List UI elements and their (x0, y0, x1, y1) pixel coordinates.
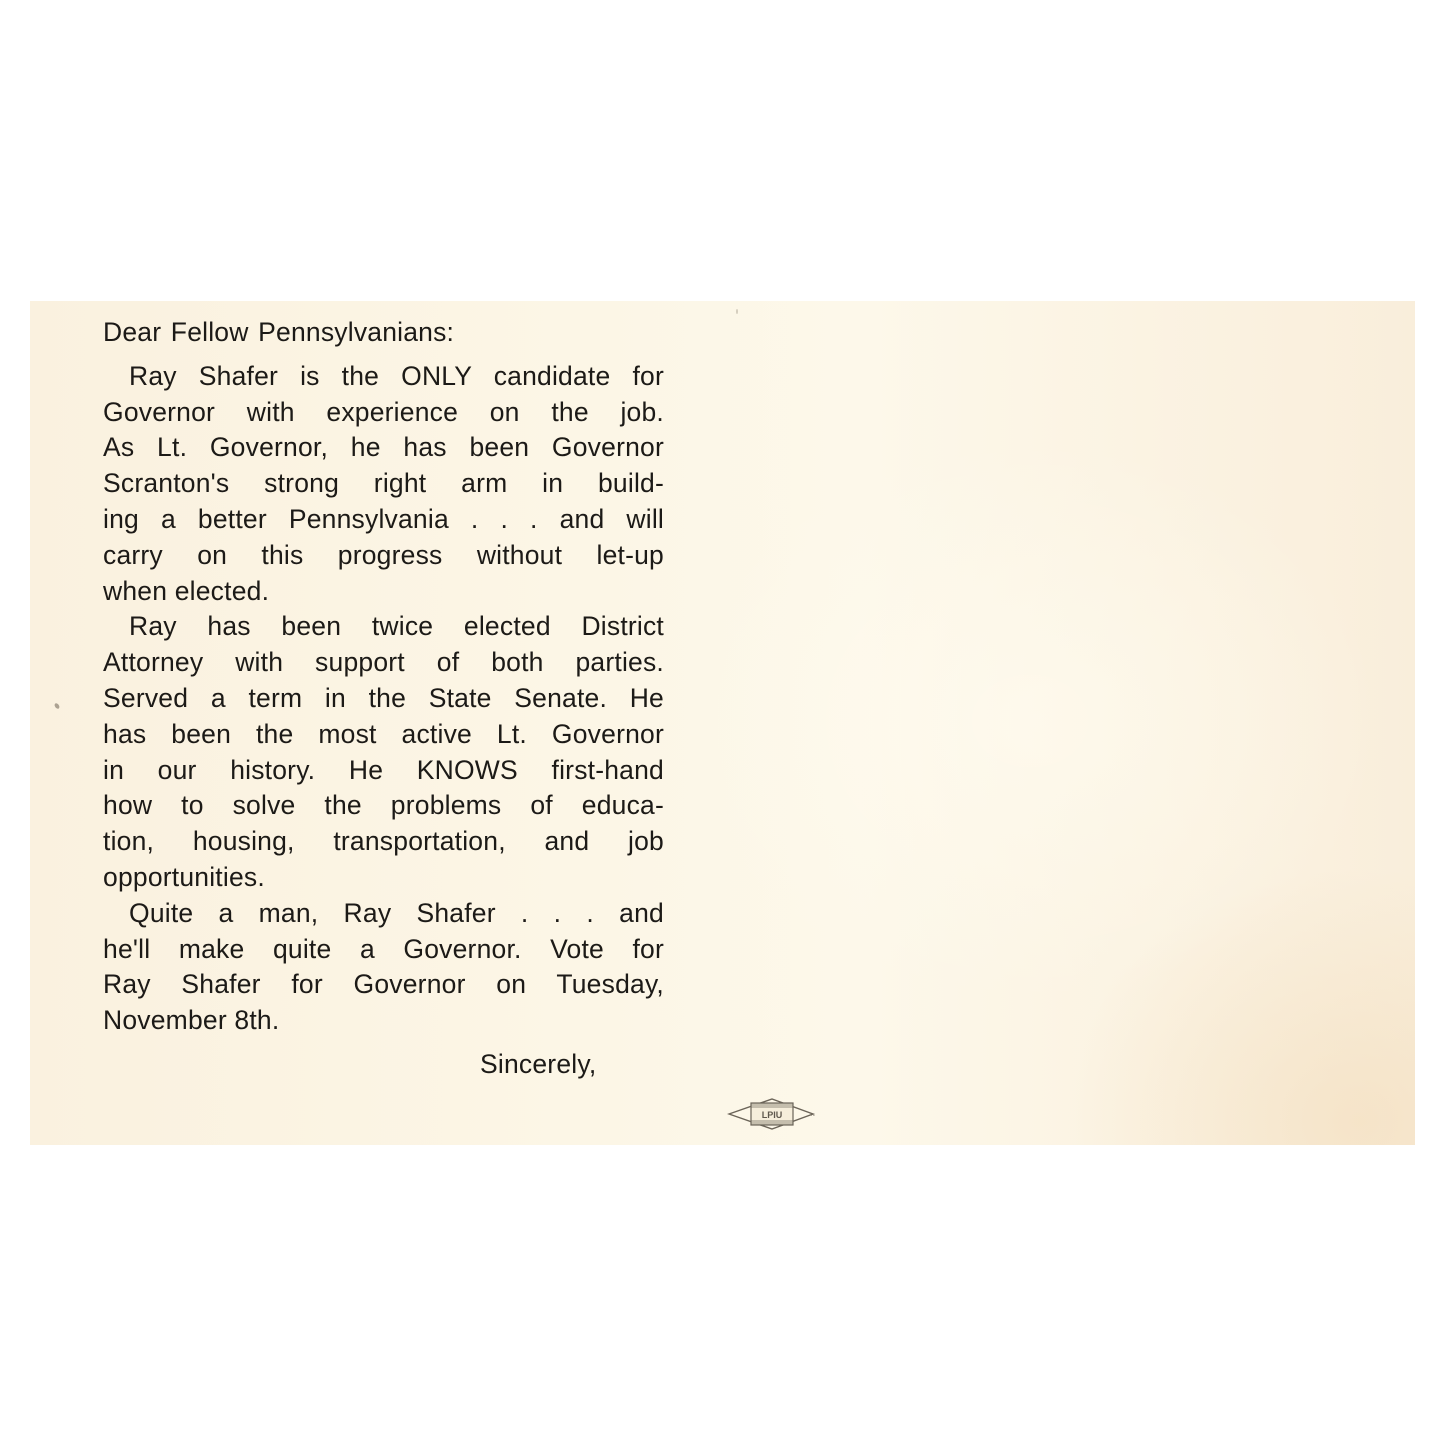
paragraph-2 (103, 609, 664, 895)
paper-speck (736, 309, 738, 314)
paragraph-1 (103, 359, 664, 610)
letter-body (103, 315, 664, 1083)
postcard (30, 301, 1415, 1145)
text-line: how to solve the problems of educa- (103, 790, 664, 821)
text-line: Ray has been twice elected District (129, 611, 664, 642)
text-line: he'll make quite a Governor. Vote for (103, 933, 664, 964)
paper-speck (54, 702, 61, 709)
union-label-icon (727, 1093, 817, 1135)
text-line: Scranton's strong right arm in build- (103, 468, 664, 499)
text-line: has been the most active Lt. Governor (103, 718, 664, 749)
closing: Sincerely, (480, 1048, 597, 1079)
text-line: in our history. He KNOWS first-hand (103, 754, 664, 785)
text-line: Attorney with support of both parties. (103, 647, 664, 678)
text-line: Governor with experience on the job. (103, 396, 664, 427)
salutation: Dear Fellow Pennsylvanians: (103, 317, 455, 347)
text-line: carry on this progress without let-up (103, 539, 664, 570)
text-line: ing a better Pennsylvania . . . and will (103, 503, 664, 534)
svg-text:LPIU: LPIU (761, 1110, 783, 1120)
text-line: when elected. (103, 575, 270, 606)
text-line: opportunities. (103, 861, 265, 892)
paragraph-3 (103, 896, 664, 1039)
text-line: As Lt. Governor, he has been Governor (103, 432, 664, 463)
text-line: Ray Shafer is the ONLY candidate for (129, 360, 664, 391)
text-line: Served a term in the State Senate. He (103, 682, 664, 713)
svg-text:71: 71 (810, 1112, 815, 1117)
text-line: Quite a man, Ray Shafer . . . and (129, 897, 664, 928)
text-line: Ray Shafer for Governor on Tuesday, (103, 969, 664, 1000)
text-line: November 8th. (103, 1005, 280, 1036)
text-line: tion, housing, transportation, and job (103, 826, 664, 857)
